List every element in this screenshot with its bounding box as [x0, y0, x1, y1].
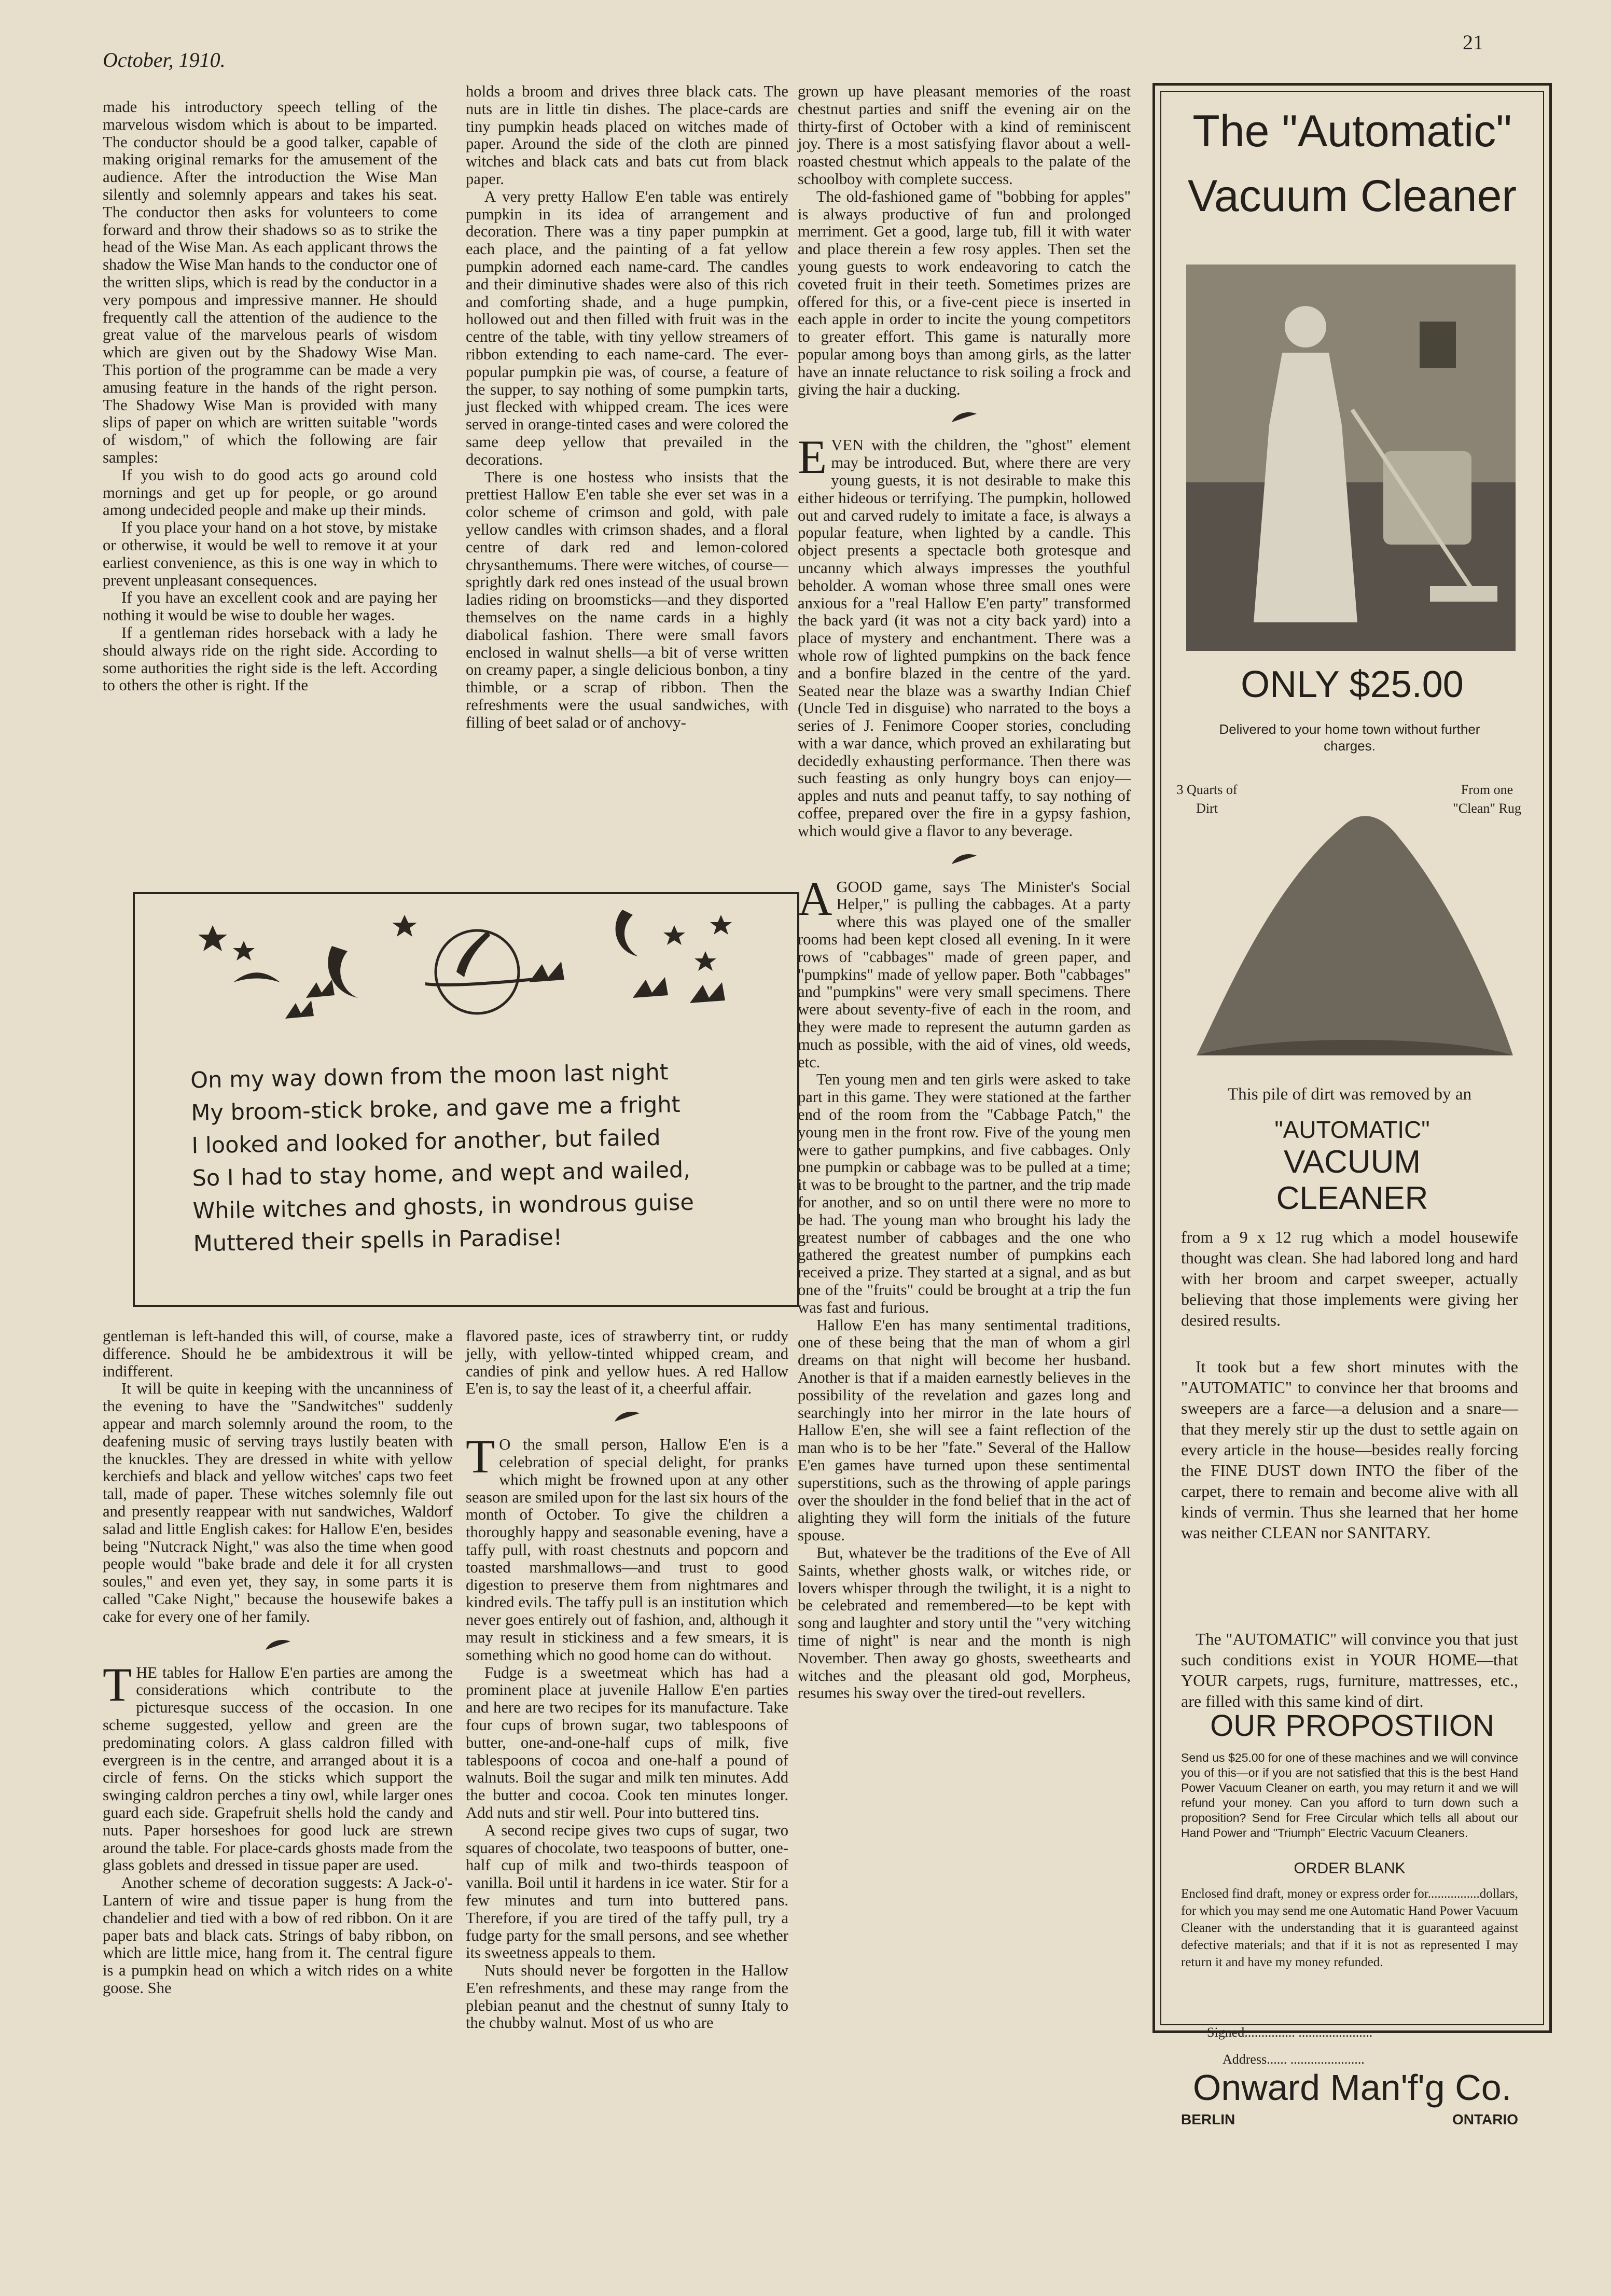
ad-body-3: The "AUTOMATIC" will convince you that just such conditions exist in YOUR HOME—that YOUR carpets, rugs, furniture, mattresses, etc., are filled with this same kind of dirt.: [1181, 1630, 1518, 1710]
poem-line: Muttered their spells in Paradise!: [193, 1224, 563, 1257]
paragraph: But, whatever be the traditions of the Eve of All Saints, whether ghosts walk, or witches ride, or lovers whisper through the twilight, it is a night to be celebrated and remembered—to be kept with song and laughter and story until the "very witching time of night" is near and the month is nigh November. Then away go ghosts, sweethearts and witches and the pleasant old god, Morpheus, resumes his sway over the tired-out revellers.: [798, 1543, 1131, 1702]
signature-field[interactable]: Signed............... ......................: [1207, 2025, 1373, 2040]
order-blank-text: Enclosed find draft, money or express order for................dollars, for which you may send me one Automatic Hand Power Vacuum Cleaner with the understanding that it is guaranteed against defective materials; and that if it is not as represented I may return it and have my money refunded.: [1181, 1887, 1518, 1969]
witch-cartoon: [133, 892, 799, 1307]
company-province: ONTARIO: [1452, 2111, 1518, 2127]
column-1-top: [103, 99, 437, 694]
paragraph: AGOOD game, says The Minister's Social Helper," is pulling the cabbages. At a party where this was played one of the smaller rooms had been kept closed all evening. In it were rows of "cabbages" made of green paper, and "pumpkins" made of yellow paper. Both "cabbages" and "pumpkins" were very small specimens. There were about seventy-five of each in the room, and they were made to represent the autumn garden as much as possible, with the aid of vines, old weeds, etc.: [798, 872, 1131, 1071]
dirt-pile-illustration: [1191, 786, 1518, 1066]
ad-vacuum-word: VACUUM: [1283, 1144, 1421, 1180]
paragraph: flavored paste, ices of strawberry tint, or ruddy jelly, with yellow-tinted whipped cream, and candies of pink and yellow hues. A red Hallow E'en is, to say the least of it, a cheerful affair.: [466, 1327, 788, 1398]
ad-price: ONLY $25.00: [1241, 664, 1464, 705]
drop-cap: T: [466, 1430, 495, 1483]
vacuum-cleaner-advertisement: [1152, 83, 1552, 2127]
paragraph: If you wish to do good acts go around cold mornings and get up for people, or go around among undecided people and make up their minds.: [103, 466, 437, 519]
poem-line: On my way down from the moon last night: [190, 1059, 669, 1094]
ad-proposition-text: Send us $25.00 for one of these machines and we will convince you of this—or if you are not satisfied that this is the best Hand Power Vacuum Cleaner on earth, you may return it and we will refund your money. Can you afford to turn down such a proposition? Send for Free Circular which tells all about our Hand Power and "Triumph" Electric Vacuum Cleaners.: [1181, 1751, 1518, 1840]
paragraph: Nuts should never be forgotten in the Hallow E'en refreshments, and these may range from the plebian peanut and the chestnut of sunny Italy to the chubby walnut. Most of us who are: [466, 1961, 788, 2032]
dirt-source-label: From one "Clean" Rug: [1453, 782, 1521, 816]
dirt-quantity-label: 3 Quarts of Dirt: [1176, 782, 1238, 816]
ornament-icon: [262, 1637, 294, 1653]
paragraph: If you place your hand on a hot stove, by mistake or otherwise, it would be well to remove it at your earliest convenience, as this is one way in which to prevent unpleasant consequences.: [103, 519, 437, 589]
ad-title-line-2: Vacuum Cleaner: [1187, 171, 1517, 221]
page-number: 21: [1463, 31, 1483, 54]
poem-line: I looked and looked for another, but failed: [191, 1124, 661, 1159]
paragraph: Another scheme of decoration suggests: A Jack-o'-Lantern of wire and tissue paper is hung from the chandelier and tied with a bow of red ribbon. On it are paper bats and black cats. Strings of baby ribbon, on which are little mice, hang from it. The central figure is a pumpkin head on which a witch rides on a white goose. She: [103, 1874, 453, 1997]
column-2-bottom: [466, 1328, 788, 2032]
paragraph: made his introductory speech telling of the marvelous wisdom which is about to be imparted. The conductor should be a good talker, capable of making original remarks for the amusement of the audience. After the introduction the Wise Man silently and solemnly appears and takes his seat. The conductor then asks for volunteers to come forward and throw their shadows so as to strike the head of the Wise Man. As each applicant throws the shadow the Wise Man hands to the conductor one of the written slips, which is read by the conductor in a very pompous and impressive manner. He should frequently call the attention of the audience to the great value of the marvelous pearls of wisdom which are given out by the Shadowy Wise Man. This portion of the programme can be made a very amusing feature in the hands of the right person. The Shadowy Wise Man is provided with many slips of paper on which are written suitable "words of wisdom," of which the following are fair samples:: [103, 98, 437, 466]
poem-line: So I had to stay home, and wept and wailed,: [192, 1157, 691, 1192]
paragraph: If you have an excellent cook and are paying her nothing it would be wise to double her wages.: [103, 589, 437, 624]
ornament-icon: [949, 410, 980, 425]
poem-line: While witches and ghosts, in wondrous guise: [192, 1189, 695, 1224]
paragraph: THE tables for Hallow E'en parties are among the considerations which contribute to the picturesque success of the occasion. In one scheme suggested, yellow and green are the predominating colors. A glass caldron filled with evergreen is in the centre, and arranged about it is a circle of ferns. On the sticks which support the swinging caldron perches a tiny owl, while larger ones guard each side. Grapefruit shells hold the candy and nuts. Paper horseshoes for good luck are strewn around the table. For place-cards ghosts made from the glass goblets and dressed in tissue paper are used.: [103, 1658, 453, 1874]
order-blank-heading: ORDER BLANK: [1294, 1860, 1406, 1877]
ornament-icon: [612, 1409, 643, 1425]
paragraph: grown up have pleasant memories of the roast chestnut parties and sniff the evening air on the thirty-first of October with a kind of reminiscent joy. There is a most satisfying flavor about a well-roasted chestnut which appeals to the palate of the schoolboy with complete success.: [798, 82, 1131, 188]
ad-body-2: It took but a few short minutes with the "AUTOMATIC" to convince her that brooms and sweepers are a farce—a delusion and a snare—that they merely stir up the dust to settle again on every article in the house—besides really forcing the FINE DUST down INTO the fiber of the carpet, there to remain and become alive with all kinds of vermin. Thus she learned that her home was neither CLEAN nor SANITARY.: [1181, 1357, 1518, 1542]
company-name: Onward Man'f'g Co.: [1192, 2067, 1512, 2108]
column-1-bottom: [103, 1328, 453, 1997]
paragraph: T O the small person, Hallow E'en is a celebration of special delight, for pranks which might be frowned upon at any other season are smiled upon for the last six hours of the month of October. To give the children a thoroughly happy and seasonable evening, have a taffy pull, with roast chestnuts and popcorn and toasted marshmallows—and trust to good digestion to preserve them from nightmares and kindred evils. The taffy pull is an institution which never goes entirely out of fashion, and, although it may result in stickiness and a few smears, it is something which no good home can do without.: [466, 1430, 788, 1664]
paragraph: It will be quite in keeping with the uncanniness of the evening to have the "Sandwitches" suddenly appear and march solemnly around the room, to the deafening music of serving trays lustily beaten with the knuckles. They are dressed in white with yellow kerchiefs and black and yellow witches' caps two feet tall, made of paper. These witches solemnly file out and presently reappear with nut sandwiches, Waldorf salad and little English cakes: for Hallow E'en, besides being "Nutcrack Night," was also the time when good people would "bake brade and dele it for all crysten soules," and even yet, they say, in some parts it is called "Cake Night," because the housewife bakes a cake for every one of her family.: [103, 1380, 453, 1625]
paragraph: A very pretty Hallow E'en table was entirely pumpkin in its idea of arrangement and decoration. There was a tiny paper pumpkin at each place, and the painting of a fat yellow pumpkin adorned each name-card. The candles and their diminutive shades were also of this rich and comforting shade, and a huge pumpkin, hollowed out and then filled with fruit was in the centre of the table, with tiny yellow streamers of ribbon extending to each name-card. The ever-popular pumpkin pie was, of course, a feature of the supper, to say nothing of some pumpkin tarts, just flecked with whipped cream. The ices were served in orange-tinted cases and were colored the same deep yellow that prevailed in the decorations.: [466, 187, 788, 468]
woman-vacuuming-photo: [1186, 265, 1516, 651]
ornament-icon: [949, 852, 980, 867]
ad-cleaner-word: CLEANER: [1276, 1180, 1428, 1216]
paragraph: If a gentleman rides horseback with a lady he should always ride on the right side. According to some authorities the right side is the left. According to others the other is right. If the: [103, 623, 437, 694]
paragraph: holds a broom and drives three black cats. The nuts are in little tin dishes. The place-cards are tiny pumpkin heads placed on witches made of paper. Around the side of the cloth are pinned witches and black cats and bats cut from black paper.: [466, 82, 788, 188]
paragraph: There is one hostess who insists that the prettiest Hallow E'en table she ever set was in a color scheme of crimson and gold, with pale yellow candles with crimson shades, and a floral centre of dark red and lemon-colored chrysanthemums. There were witches, of course—sprightly dark red ones instead of the usual brown ladies riding on broomsticks—and they disported themselves on the name cards in a highly diabolical fashion. There were small favors enclosed in walnut shells—a bit of verse written on creamy paper, a single delicious bonbon, a tiny thimble, or a scrap of ribbon. Then the refreshments were the usual sandwiches, with filling of beet salad or of anchovy-: [466, 468, 788, 731]
ad-title-line-1: The "Automatic": [1192, 106, 1512, 156]
paragraph: Fudge is a sweetmeat which has had a prominent place at juvenile Hallow E'en parties and here are two recipes for its manufacture. Take four cups of brown sugar, two tablespoons of butter, one-and-one-half cups of milk, five tablespoons of cocoa and one-half a pound of walnuts. Boil the sugar and milk ten minutes. Add the butter and cocoa. Cook ten minutes longer. Add nuts and stir well. Pour into buttered tins.: [466, 1663, 788, 1821]
ad-proposition-heading: OUR PROPOSTIION: [1210, 1709, 1494, 1743]
paragraph: gentleman is left-handed this will, of course, make a difference. Should he be ambidextrous it will be indifferent.: [103, 1327, 453, 1380]
drop-cap: E: [798, 430, 827, 484]
ad-body-1: from a 9 x 12 rug which a model housewife thought was clean. She had labored long and hard with her broom and carpet sweeper, actually believing that those implements were giving her desired results.: [1181, 1228, 1518, 1329]
column-2-top: [466, 83, 788, 731]
paragraph: EVEN with the children, the "ghost" element may be introduced. But, where there are very young guests, it is not desirable to make this either hideous or terrifying. The pumpkin, hollowed out and carved rudely to imitate a face, is always a popular feature, when lighted by a candle. This object presents a spectacle both grotesque and uncanny which always impresses the youthful beholder. A woman whose three small ones were anxious for a "real Hallow E'en party" transformed the back yard (it was not a city back yard) into a place of mystery and enchantment. There was a whole row of lighted pumpkins on the back fence and a bonfire blazed in the centre of the yard. Seated near the blaze was a swarthy Indian Chief (Uncle Ted in disguise) who narrated to the boys a series of J. Fenimore Cooper stories, concluding with a war dance, which proved an exhilarating but decidedly exhausting performance. Then there was such feasting as only hungry boys can enjoy—apples and nuts and peanut taffy, to say nothing of coffee, prepared over the fire in a gypsy fashion, which would give a flavor to any beverage.: [798, 430, 1131, 840]
drop-cap: T: [103, 1658, 132, 1711]
paragraph: The old-fashioned game of "bobbing for apples" is always productive of fun and prolonged merriment. Get a good, large tub, fill it with water and place therein a few rosy apples. Then set the young guests to work endeavoring to catch the coveted fruit in their teeth. Sometimes prizes are offered for this, or a five-cent piece is inserted in each apple in order to incite the young competitors to greater effort. This game is naturally more popular among boys than among girls, as the latter have an innate reluctance to risk soiling a frock and giving the hair a ducking.: [798, 187, 1131, 398]
paragraph: Hallow E'en has many sentimental traditions, one of these being that the man of whom a girl dreams on that night will become her husband. Another is that if a maiden earnestly believes in the possibility of the revelation and gazes long and searchingly into her mirror in the late hours of Hallow E'en, she will see a faint reflection of the man who is to be her "fate." Several of the Hallow E'en games have turned upon these sentimental superstitions, such as the throwing of apple parings over the shoulder in the fond belief that in the act of alighting they will form the initials of the future spouse.: [798, 1316, 1131, 1544]
witch-moon-illustration: [135, 894, 797, 1050]
ad-automatic-name: "AUTOMATIC": [1274, 1116, 1430, 1143]
column-3: [798, 83, 1131, 1702]
paragraph: Ten young men and ten girls were asked to take part in this game. They were stationed at the farther end of the room from the "Cabbage Patch," the young men in the front row. Five of the young men were to gather pumpkins, and five cabbages. Only one pumpkin or cabbage was to be pulled at a time; it was to be brought to the partner, and the trip made for another, and so on until there were no more to be had. The young man who brought his lady the greatest number of cabbages and the one who gathered the greatest number of pumpkins each received a prize. They started at a signal, and as but one of the "fruits" could be brought at a trip the fun was fast and furious.: [798, 1070, 1131, 1316]
drop-cap: A: [798, 872, 832, 925]
poem-line: My broom-stick broke, and gave me a fright: [190, 1091, 680, 1126]
paragraph: A second recipe gives two cups of sugar, two squares of chocolate, two teaspoons of butter, one-half cup of milk and two-thirds teaspoon of vanilla. Boil until it hardens in ice water. Stir for a few minutes and turn into buttered pans. Therefore, if you are tired of the taffy pull, try a fudge party for the small persons, and see whether its sweetness appeals to them.: [466, 1821, 788, 1962]
witch-poem: [190, 1056, 695, 1261]
ad-delivery-note: Delivered to your home town without further charges.: [1219, 721, 1480, 754]
ad-pile-caption: This pile of dirt was removed by an: [1227, 1085, 1472, 1104]
address-field[interactable]: Address...... ......................: [1223, 2052, 1365, 2067]
company-city: BERLIN: [1181, 2111, 1235, 2127]
issue-date: October, 1910.: [103, 48, 226, 72]
